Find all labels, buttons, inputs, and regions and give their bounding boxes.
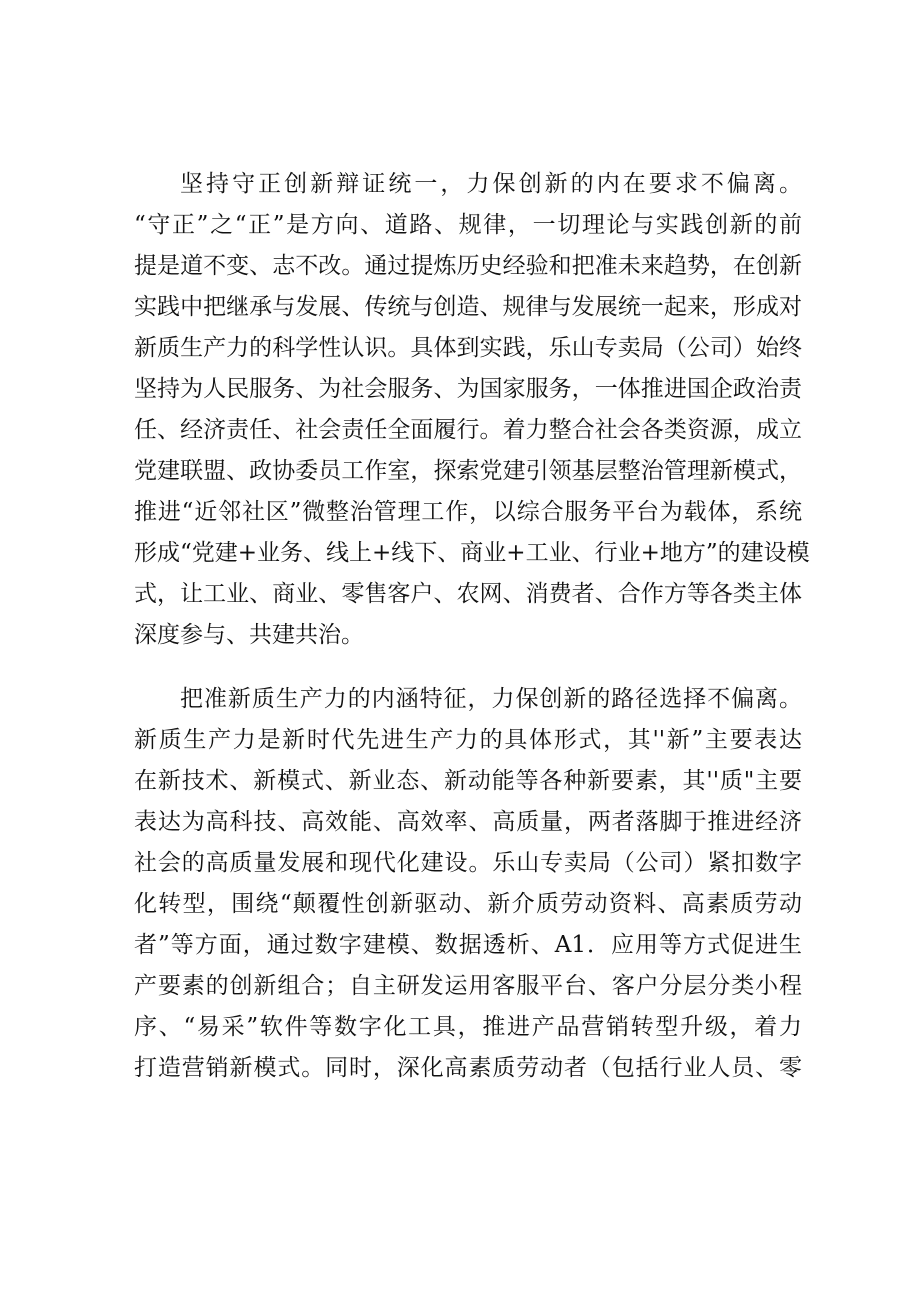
text-line: 新质生产力是新时代先进生产力的具体形式，其''新”主要表达	[134, 727, 802, 753]
text-line: 序、“易采”软件等数字化工具，推进产品营销转型升级，着力	[134, 1014, 802, 1040]
text-line: 实践中把继承与发展、传统与创造、规律与发展统一起来，形成对	[134, 294, 802, 320]
text-line: 坚持守正创新辩证统一，力保创新的内在要求不偏离。	[180, 171, 802, 197]
text-line: 产要素的创新组合；自主研发运用客服平台、客户分层分类小程	[134, 973, 802, 999]
text-line: 在新技术、新模式、新业态、新动能等各种新要素，其''质"主要	[134, 768, 802, 794]
text-line: 任、经济责任、社会责任全面履行。着力整合社会各类资源，成立	[134, 417, 802, 443]
text-line: 形成“党建+业务、线上+线下、商业+工业、行业+地方”的建设模	[134, 540, 810, 566]
text-line: 社会的高质量发展和现代化建设。乐山专卖局（公司）紧扣数字	[134, 850, 802, 876]
text-line: “守正”之“正”是方向、道路、规律，一切理论与实践创新的前	[134, 212, 802, 238]
text-line: 表达为高科技、高效能、高效率、高质量，两者落脚于推进经济	[134, 809, 802, 835]
text-line: 式，让工业、商业、零售客户、农网、消费者、合作方等各类主体	[134, 581, 802, 607]
paragraph-2	[134, 679, 802, 1089]
document-body	[134, 164, 810, 1089]
paragraph-spacer	[134, 656, 802, 679]
paragraph-1	[134, 164, 810, 656]
text-line: 把准新质生产力的内涵特征，力保创新的路径选择不偏离。	[180, 686, 802, 712]
text-line: 化转型，围绕“颠覆性创新驱动、新介质劳动资料、高素质劳动	[134, 891, 802, 917]
text-line: 深度参与、共建共治。	[134, 622, 364, 648]
text-line: 打造营销新模式。同时，深化高素质劳动者（包括行业人员、零	[134, 1055, 802, 1081]
text-line: 新质生产力的科学性认识。具体到实践，乐山专卖局（公司）始终	[134, 335, 802, 361]
text-line: 者”等方面，通过数字建模、数据透析、A1．应用等方式促进生	[134, 932, 802, 958]
text-line: 提是道不变、志不改。通过提炼历史经验和把准未来趋势，在创新	[134, 253, 802, 279]
text-line: 党建联盟、政协委员工作室，探索党建引领基层整治管理新模式，	[134, 458, 802, 484]
text-line: 推进“近邻社区”微整治管理工作，以综合服务平台为载体，系统	[134, 499, 802, 525]
text-line: 坚持为人民服务、为社会服务、为国家服务，一体推进国企政治责	[134, 376, 802, 402]
